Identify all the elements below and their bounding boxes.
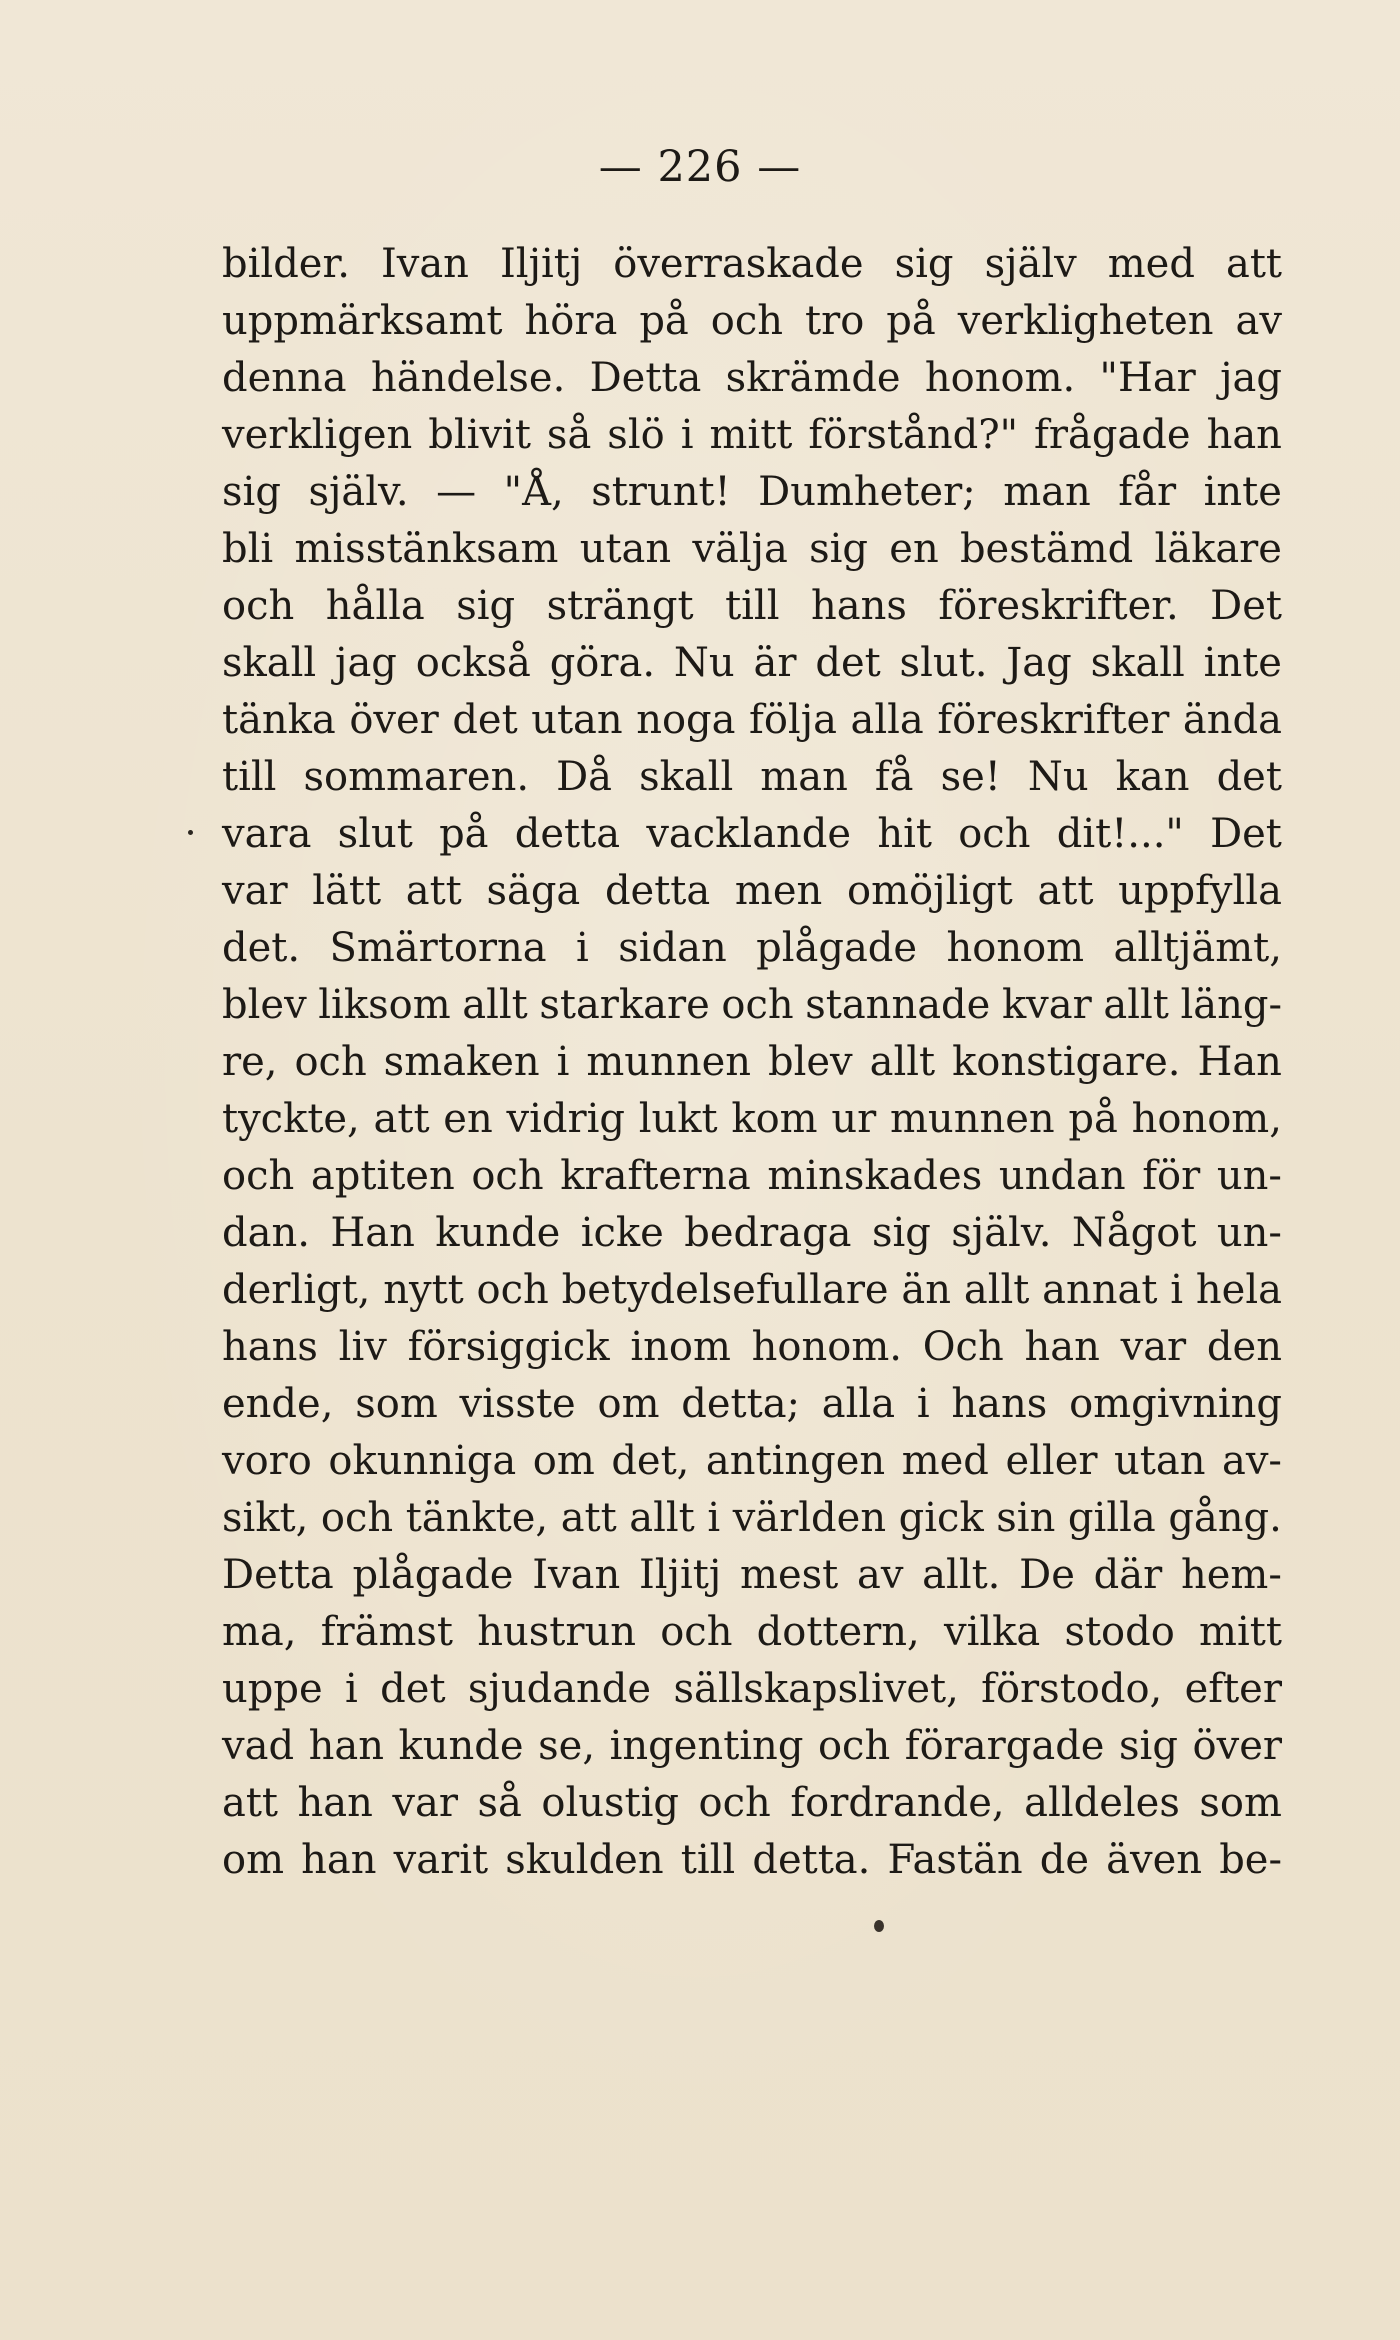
text-line: blev liksom allt starkare och stannade kvar allt läng-: [222, 982, 1282, 1028]
text-line: bli misstänksam utan välja sig en bestämd läkare: [222, 526, 1282, 572]
margin-mark: [188, 830, 193, 835]
text-line: dan. Han kunde icke bedraga sig själv. Något un-: [222, 1210, 1282, 1256]
text-line: tänka över det utan noga följa alla föreskrifter ända: [222, 697, 1282, 743]
text-line: ende, som visste om detta; alla i hans omgivning: [222, 1381, 1282, 1427]
text-line: uppmärksamt höra på och tro på verkligheten av: [222, 298, 1282, 344]
text-line: skall jag också göra. Nu är det slut. Jag skall inte: [222, 640, 1282, 686]
text-line: vad han kunde se, ingenting och förargade sig över: [222, 1723, 1282, 1769]
text-line: re, och smaken i munnen blev allt konstigare. Han: [222, 1039, 1282, 1085]
text-line: hans liv försiggick inom honom. Och han var den: [222, 1324, 1282, 1370]
ink-mark: [874, 1920, 884, 1932]
text-line: sig själv. — "Å, strunt! Dumheter; man får inte: [222, 469, 1282, 515]
text-line: sikt, och tänkte, att allt i världen gick sin gilla gång.: [222, 1495, 1282, 1541]
text-line: att han var så olustig och fordrande, alldeles som: [222, 1780, 1282, 1826]
text-line: voro okunniga om det, antingen med eller utan av-: [222, 1438, 1282, 1484]
text-line: var lätt att säga detta men omöjligt att uppfylla: [222, 868, 1282, 914]
text-line: och hålla sig strängt till hans föreskrifter. Det: [222, 583, 1282, 629]
text-line: vara slut på detta vacklande hit och dit!..." Det: [222, 811, 1282, 857]
text-line: derligt, nytt och betydelsefullare än allt annat i hela: [222, 1267, 1282, 1313]
text-line: om han varit skulden till detta. Fastän de även be-: [222, 1837, 1282, 1883]
body-text: [222, 236, 1282, 1889]
text-line: uppe i det sjudande sällskapslivet, förstodo, efter: [222, 1666, 1282, 1712]
text-line: denna händelse. Detta skrämde honom. "Har jag: [222, 355, 1282, 401]
text-line: det. Smärtorna i sidan plågade honom alltjämt,: [222, 925, 1282, 971]
text-line: till sommaren. Då skall man få se! Nu kan det: [222, 754, 1282, 800]
text-line: och aptiten och krafterna minskades undan för un-: [222, 1153, 1282, 1199]
text-line: tyckte, att en vidrig lukt kom ur munnen på honom,: [222, 1096, 1282, 1142]
text-line: verkligen blivit så slö i mitt förstånd?" frågade han: [222, 412, 1282, 458]
text-line: ma, främst hustrun och dottern, vilka stodo mitt: [222, 1609, 1282, 1655]
page-number: — 226 —: [598, 142, 802, 192]
text-line: bilder. Ivan Iljitj överraskade sig själv med att: [222, 241, 1282, 287]
text-line: Detta plågade Ivan Iljitj mest av allt. De där hem-: [222, 1552, 1282, 1598]
